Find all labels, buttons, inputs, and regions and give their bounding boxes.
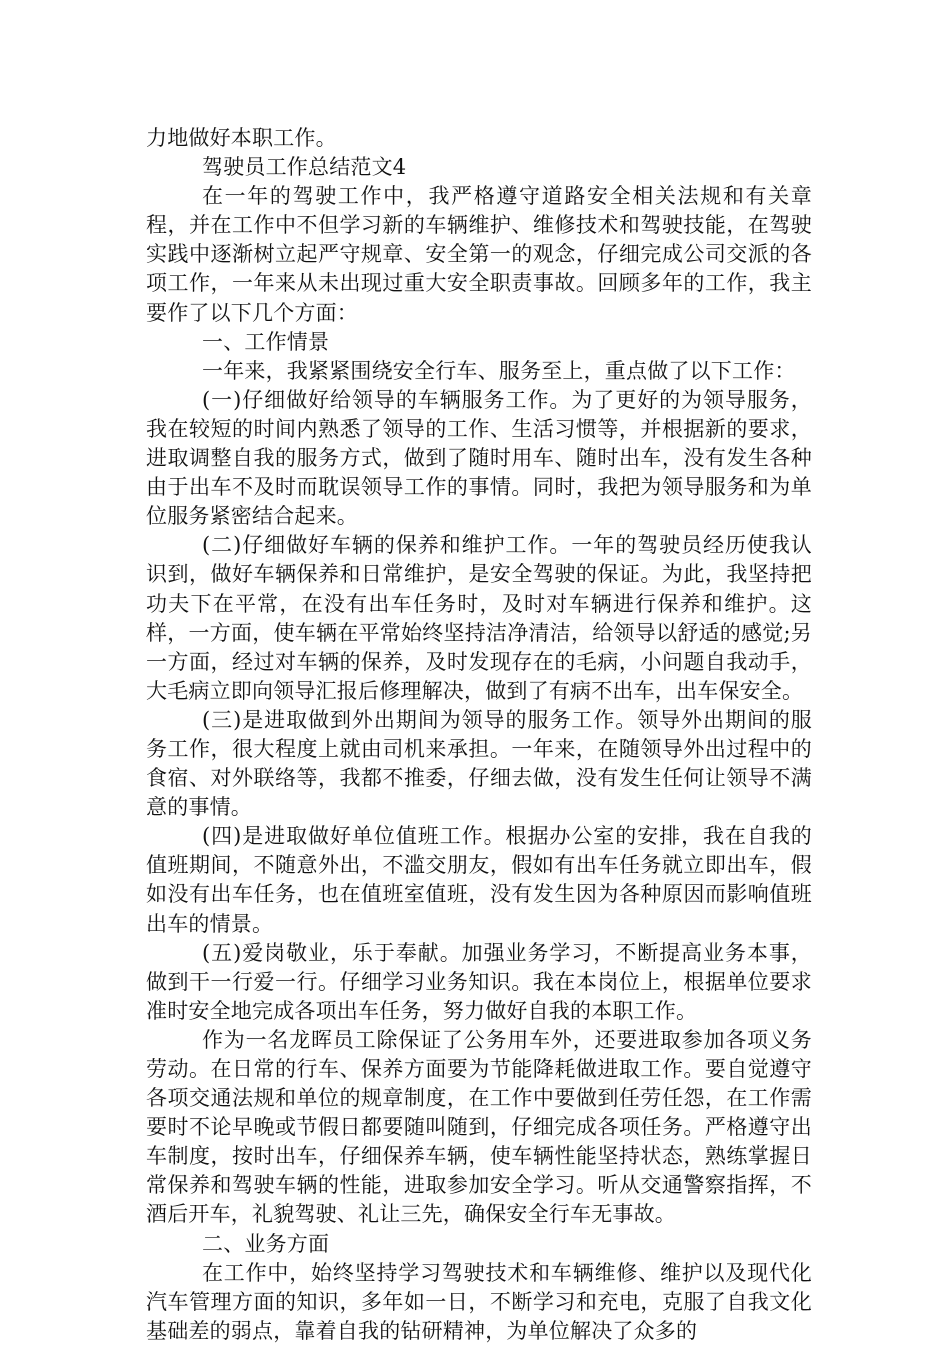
paragraph-intro: 在一年的驾驶工作中，我严格遵守道路安全相关法规和有关章程，并在工作中不但学习新的车辆维护、维修技术和驾驶技能，在驾驶实践中逐渐树立起严守规章、安全第一的观念，仔细完成公司交派的各项工作，一年来从未出现过重大安全职责事故。回顾多年的工作，我主要作了以下几个方面： — [146, 184, 812, 325]
document-body — [146, 124, 812, 1346]
paragraph-business: 在工作中，始终坚持学习驾驶技术和车辆维修、维护以及现代化汽车管理方面的知识，多年如一日，不断学习和充电，克服了自我文化基础差的弱点，靠着自我的钻研精神，为单位解决了众多的 — [146, 1260, 812, 1343]
section-title: 驾驶员工作总结范文4 — [202, 155, 407, 180]
paragraph-employee-duties: 作为一名龙晖员工除保证了公务用车外，还要进取参加各项义务劳动。在日常的行车、保养方面要为节能降耗做进取工作。要自觉遵守各项交通法规和单位的规章制度，在工作中要做到任劳任怨，在工作需要时不论早晚或节假日都要随叫随到，仔细完成各项任务。严格遵守出车制度，按时出车，仔细保养车辆，使车辆性能坚持状态，熟练掌握日常保养和驾驶车辆的性能，进取参加安全学习。听从交通警察指挥，不酒后开车，礼貌驾驶、礼让三先，确保安全行车无事故。 — [146, 1027, 812, 1227]
paragraph-continuation: 力地做好本职工作。 — [146, 126, 337, 150]
paragraph-summary: 一年来，我紧紧围绕安全行车、服务至上，重点做了以下工作： — [202, 358, 796, 383]
heading-business: 二、业务方面 — [202, 1231, 330, 1256]
paragraph-item-3: (三)是进取做到外出期间为领导的服务工作。领导外出期间的服务工作，很大程度上就由司机来承担。一年来，在随领导外出过程中的食宿、对外联络等，我都不推委，仔细去做，没有发生任何让领导不满意的事情。 — [146, 707, 812, 820]
paragraph-item-1: (一)仔细做好给领导的车辆服务工作。为了更好的为领导服务，我在较短的时间内熟悉了领导的工作、生活习惯等，并根据新的要求，进取调整自我的服务方式，做到了随时用车、随时出车，没有发生各种由于出车不及时而耽误领导工作的事情。同时，我把为领导服务和为单位服务紧密结合起来。 — [146, 387, 812, 529]
paragraph-item-4: (四)是进取做好单位值班工作。根据办公室的安排，我在自我的值班期间，不随意外出，不滥交朋友，假如有出车任务就立即出车，假如没有出车任务，也在值班室值班，没有发生因为各种原因而影响值班出车的情景。 — [146, 824, 812, 936]
paragraph-item-2: (二)仔细做好车辆的保养和维护工作。一年的驾驶员经历使我认识到，做好车辆保养和日常维护，是安全驾驶的保证。为此，我坚持把功夫下在平常，在没有出车任务时，及时对车辆进行保养和维护。这样，一方面，使车辆在平常始终坚持洁净清洁，给领导以舒适的感觉;另一方面，经过对车辆的保养，及时发现存在的毛病，小问题自我动手，大毛病立即向领导汇报后修理解决，做到了有病不出车，出车保安全。 — [146, 533, 812, 703]
heading-work-situation: 一、工作情景 — [202, 329, 330, 354]
paragraph-item-5: (五)爱岗敬业，乐于奉献。加强业务学习，不断提高业务本事，做到干一行爱一行。仔细学习业务知识。我在本岗位上，根据单位要求准时安全地完成各项出车任务，努力做好自我的本职工作。 — [146, 940, 812, 1023]
